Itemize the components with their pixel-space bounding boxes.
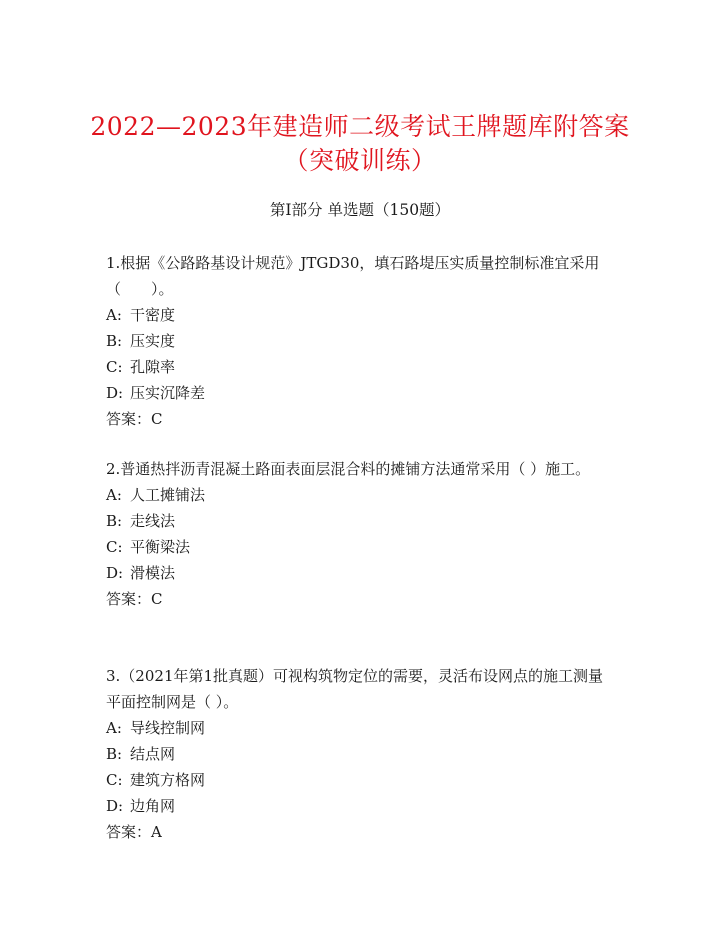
option-text: 建筑方格网 bbox=[130, 771, 206, 789]
question-2 bbox=[106, 456, 616, 612]
option-letter: C: bbox=[106, 771, 123, 789]
answer-value: C bbox=[151, 410, 163, 428]
answer-value: A bbox=[151, 823, 162, 841]
option-a bbox=[106, 715, 616, 741]
option-text: 干密度 bbox=[130, 306, 176, 324]
option-b bbox=[106, 328, 616, 354]
document-title: 2022—2023年建造师二级考试王牌题库附答案（突破训练） bbox=[90, 112, 630, 175]
option-letter: B: bbox=[106, 512, 123, 530]
option-letter: A: bbox=[106, 719, 122, 737]
option-letter: C: bbox=[106, 358, 123, 376]
option-c bbox=[106, 534, 616, 560]
answer-line bbox=[106, 406, 616, 432]
option-letter: C: bbox=[106, 538, 123, 556]
option-b bbox=[106, 741, 616, 767]
option-text: 边角网 bbox=[130, 797, 176, 815]
option-a bbox=[106, 302, 616, 328]
answer-value: C bbox=[151, 590, 163, 608]
option-text: 滑模法 bbox=[130, 564, 176, 582]
option-letter: D: bbox=[106, 564, 124, 582]
question-stem: 3.（2021年第1批真题）可视构筑物定位的需要，灵活布设网点的施工测量平面控制网是（ ）。 bbox=[106, 667, 604, 711]
option-text: 结点网 bbox=[130, 745, 176, 763]
answer-line bbox=[106, 586, 616, 612]
option-letter: D: bbox=[106, 384, 124, 402]
option-text: 孔隙率 bbox=[130, 358, 176, 376]
option-text: 压实度 bbox=[130, 332, 176, 350]
option-letter: A: bbox=[106, 486, 122, 504]
question-1 bbox=[106, 250, 616, 432]
option-letter: A: bbox=[106, 306, 122, 324]
option-a bbox=[106, 482, 616, 508]
option-text: 导线控制网 bbox=[130, 719, 206, 737]
option-d bbox=[106, 560, 616, 586]
option-letter: B: bbox=[106, 332, 123, 350]
section-heading: 第I部分 单选题（150题） bbox=[269, 201, 451, 219]
option-text: 走线法 bbox=[130, 512, 176, 530]
option-c bbox=[106, 767, 616, 793]
question-stem: 2.普通热拌沥青混凝土路面表面层混合料的摊铺方法通常采用（ ）施工。 bbox=[106, 460, 591, 478]
answer-prefix: 答案： bbox=[106, 823, 152, 841]
option-text: 压实沉降差 bbox=[130, 384, 206, 402]
question-stem: 1.根据《公路路基设计规范》JTGD30，填石路堤压实质量控制标准宜采用（ ）。 bbox=[106, 254, 600, 298]
answer-prefix: 答案： bbox=[106, 410, 152, 428]
option-d bbox=[106, 380, 616, 406]
option-text: 人工摊铺法 bbox=[130, 486, 206, 504]
option-c bbox=[106, 354, 616, 380]
answer-line bbox=[106, 819, 616, 845]
option-letter: D: bbox=[106, 797, 124, 815]
option-text: 平衡梁法 bbox=[130, 538, 191, 556]
option-d bbox=[106, 793, 616, 819]
question-3 bbox=[106, 663, 616, 845]
answer-prefix: 答案： bbox=[106, 590, 152, 608]
option-b bbox=[106, 508, 616, 534]
option-letter: B: bbox=[106, 745, 123, 763]
